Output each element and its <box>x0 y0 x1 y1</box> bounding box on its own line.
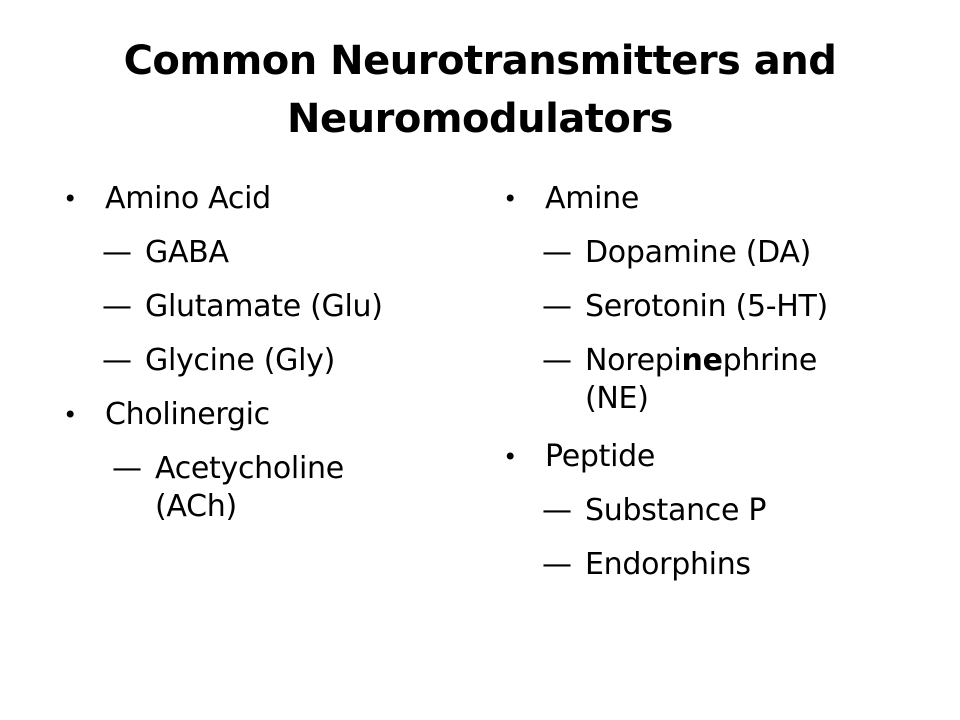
list-item <box>500 234 920 272</box>
category-bullet <box>500 180 920 218</box>
bullet-icon: • <box>503 185 517 213</box>
item-label: Serotonin (5-HT) <box>585 289 828 324</box>
dash-icon: — <box>102 343 132 378</box>
right-column <box>500 180 920 600</box>
item-label: Glutamate (Glu) <box>145 289 383 324</box>
dash-icon: — <box>112 451 142 486</box>
item-label-part: Norepi <box>585 343 682 378</box>
dash-icon: — <box>542 547 572 582</box>
left-column <box>60 180 460 542</box>
item-label: Substance P <box>585 493 767 528</box>
category-label: Cholinergic <box>105 397 270 432</box>
list-item <box>60 342 460 380</box>
list-item <box>60 450 460 526</box>
category-bullet <box>60 180 460 218</box>
category-label: Peptide <box>545 439 656 474</box>
list-item <box>500 492 920 530</box>
item-label: GABA <box>145 235 229 270</box>
item-label-part: phrine (NE) <box>585 343 818 416</box>
list-item <box>500 546 920 584</box>
item-label: Dopamine (DA) <box>585 235 812 270</box>
dash-icon: — <box>542 493 572 528</box>
dash-icon: — <box>542 235 572 270</box>
dash-icon: — <box>542 343 572 378</box>
category-label: Amine <box>545 181 640 216</box>
item-label: Glycine (Gly) <box>145 343 336 378</box>
list-item <box>60 288 460 326</box>
dash-icon: — <box>102 235 132 270</box>
category-bullet <box>500 438 920 476</box>
list-item <box>500 342 920 418</box>
category-label: Amino Acid <box>105 181 271 216</box>
bullet-icon: • <box>63 401 77 429</box>
list-item <box>60 234 460 272</box>
item-label: Acetycholine (ACh) <box>155 451 344 524</box>
category-bullet <box>60 396 460 434</box>
bullet-icon: • <box>63 185 77 213</box>
item-label-emphasis: ne <box>681 343 723 378</box>
list-item <box>500 288 920 326</box>
item-label: Endorphins <box>585 547 751 582</box>
dash-icon: — <box>102 289 132 324</box>
slide-title: Common Neurotransmitters and Neuromodulators <box>123 38 837 142</box>
item-label <box>585 342 885 418</box>
bullet-icon: • <box>503 443 517 471</box>
dash-icon: — <box>542 289 572 324</box>
